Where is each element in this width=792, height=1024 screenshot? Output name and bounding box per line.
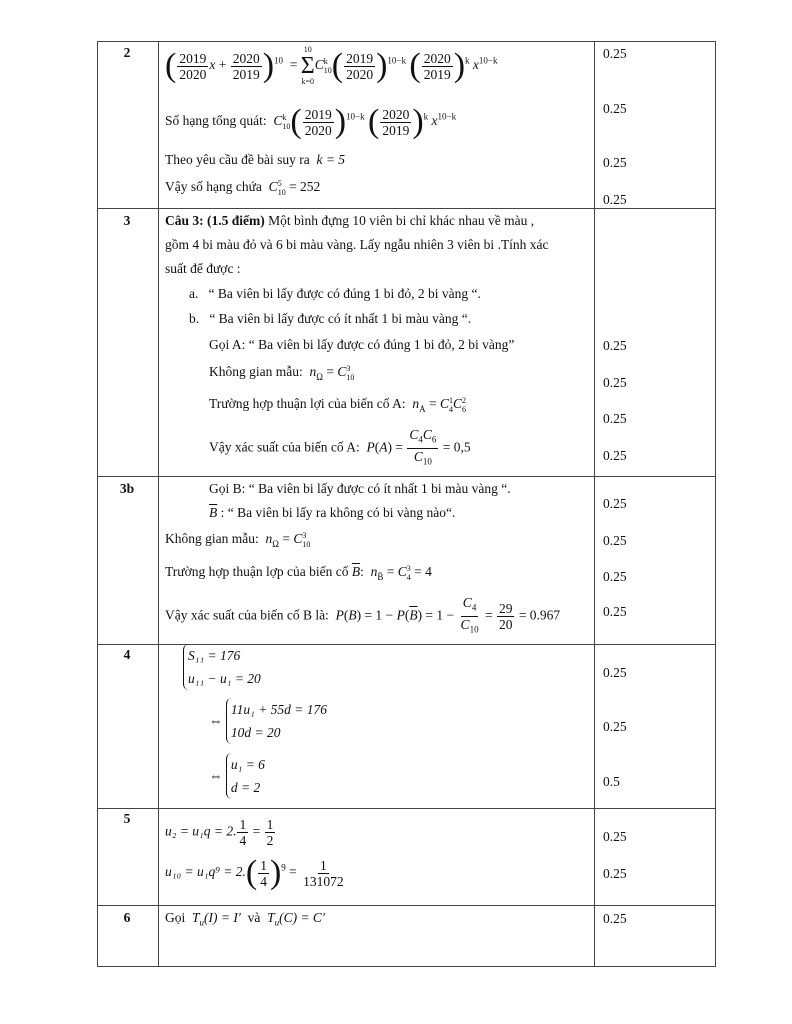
column-divider	[594, 41, 595, 967]
score: 0.25	[603, 375, 627, 390]
question-number: 4	[123, 647, 131, 662]
question-number: 3	[123, 213, 131, 228]
list-item-a: a. “ Ba viên bi lấy được có đúng 1 bi đỏ, 2 bi vàng “.	[189, 286, 481, 301]
row-divider	[97, 476, 716, 477]
conclusion-line: Vậy số hạng chứa C 5 10 = 252	[165, 179, 321, 197]
list-item-b: b. “ Ba viên bi lấy được có ít nhất 1 bi màu vàng “.	[189, 311, 472, 326]
question-number: 6	[123, 910, 131, 925]
probability-line: Vậy xác suất của biến cố B là: $P(B) = 1 - P(\overline{B}) = 1$ − $\frac{C_4}{C_{10}}$ = $\frac{29}{20}$ = 0.967	[165, 595, 561, 635]
complement-definition: $\overline{B}$ : “ Ba viên bi lấy ra không có bi vàng nào“.	[209, 505, 456, 520]
translation-line: Gọi $T_u(I) = I'$ và $T_u(C) = C'$	[165, 910, 325, 928]
equation-system: S₁₁ = 176 u₁₁ − u₁ = 20	[183, 644, 261, 690]
score: 0.25	[603, 101, 627, 116]
score: 0.25	[603, 866, 627, 881]
event-definition: Gọi B: “ Ba viên bi lấy được có ít nhất 1 bi màu vàng “.	[209, 481, 511, 496]
score: 0.25	[603, 604, 627, 619]
solution-table	[97, 41, 716, 967]
column-divider	[158, 41, 159, 967]
event-definition: Gọi A: “ Ba viên bi lấy được có đúng 1 bi đỏ, 2 bi vàng”	[209, 337, 515, 352]
probability-line: Vậy xác suất của biến cố A: P(A) = $\frac{C_4C_6}{C_{10}}$ = 0,5	[209, 427, 471, 467]
row-divider	[97, 808, 716, 809]
sample-space-line: Không gian mẫu: $n_\Omega = C$ 3 10	[209, 364, 355, 382]
favorable-line: Trường hợp thuận lợp của biến cố $\overline{B}$: $n_{B̄} = C$ 3 4 = 4	[165, 564, 432, 582]
sample-space-line: Không gian mẫu: $n_\Omega = C$ 3 10	[165, 531, 311, 549]
general-term: Số hạng tổng quát: C k 10 ( $\frac{2019}{2020}$ )$^{10-k}$ ( $\frac{2020}{2019}$ )$^k$ $x^{10-k}$	[165, 103, 457, 140]
table-border-top	[97, 41, 716, 42]
question-number: 3b	[119, 481, 135, 496]
score: 0.25	[603, 448, 627, 463]
requirement-line: Theo yêu cầu đề bài suy ra k = 5	[165, 152, 346, 167]
table-border-left	[97, 41, 98, 967]
score: 0.25	[603, 829, 627, 844]
score: 0.25	[603, 665, 627, 680]
score: 0.25	[603, 338, 627, 353]
equation-system: ⇔ u₁ = 6 d = 2	[209, 753, 265, 799]
score: 0.25	[603, 719, 627, 734]
score: 0.25	[603, 411, 627, 426]
score: 0.25	[603, 911, 627, 926]
table-border-bottom	[97, 966, 716, 967]
favorable-line: Trường hợp thuận lợi của biến cố A: $n_A = C$ 1 4 C 2 6	[209, 396, 466, 414]
question-title: Câu 3: (1.5 điểm) Một bình đựng 10 viên bi chỉ khác nhau về màu ,	[165, 213, 535, 228]
formula-line: u₂ = u₁q = 2. $\frac{1}{4}$ = $\frac{1}{2}$	[165, 817, 274, 848]
equation-system: ⇔ 11u₁ + 55d = 176 10d = 20	[209, 698, 327, 744]
binomial-expansion: ( $\frac{2019}{2020}$ x + $\frac{2020}{2019}$ )$^{10}$ = 10 Σ k=0 C k 10 ( $\frac{2019}{2020}$ )$^{10-k}$ ( $\frac{2020}{2019}$ )$^k$ $x^{10-k}$	[165, 45, 498, 86]
question-text: suất để được :	[165, 261, 241, 276]
question-number: 2	[123, 45, 131, 60]
question-text: gồm 4 bi màu đỏ và 6 bi màu vàng. Lấy ngẫu nhiên 3 viên bi .Tính xác	[165, 237, 549, 252]
score: 0.5	[603, 774, 620, 789]
score: 0.25	[603, 496, 627, 511]
score: 0.25	[603, 569, 627, 584]
table-border-right	[715, 41, 716, 967]
formula-line: u₁₀ = u₁q⁹ = 2.( $\frac{1}{4}$ )$^9$ = $\frac{1}{131072}$	[165, 854, 344, 891]
row-divider	[97, 208, 716, 209]
score: 0.25	[603, 46, 627, 61]
question-number: 5	[123, 811, 131, 826]
row-divider	[97, 905, 716, 906]
score: 0.25	[603, 192, 627, 207]
score: 0.25	[603, 155, 627, 170]
score: 0.25	[603, 533, 627, 548]
